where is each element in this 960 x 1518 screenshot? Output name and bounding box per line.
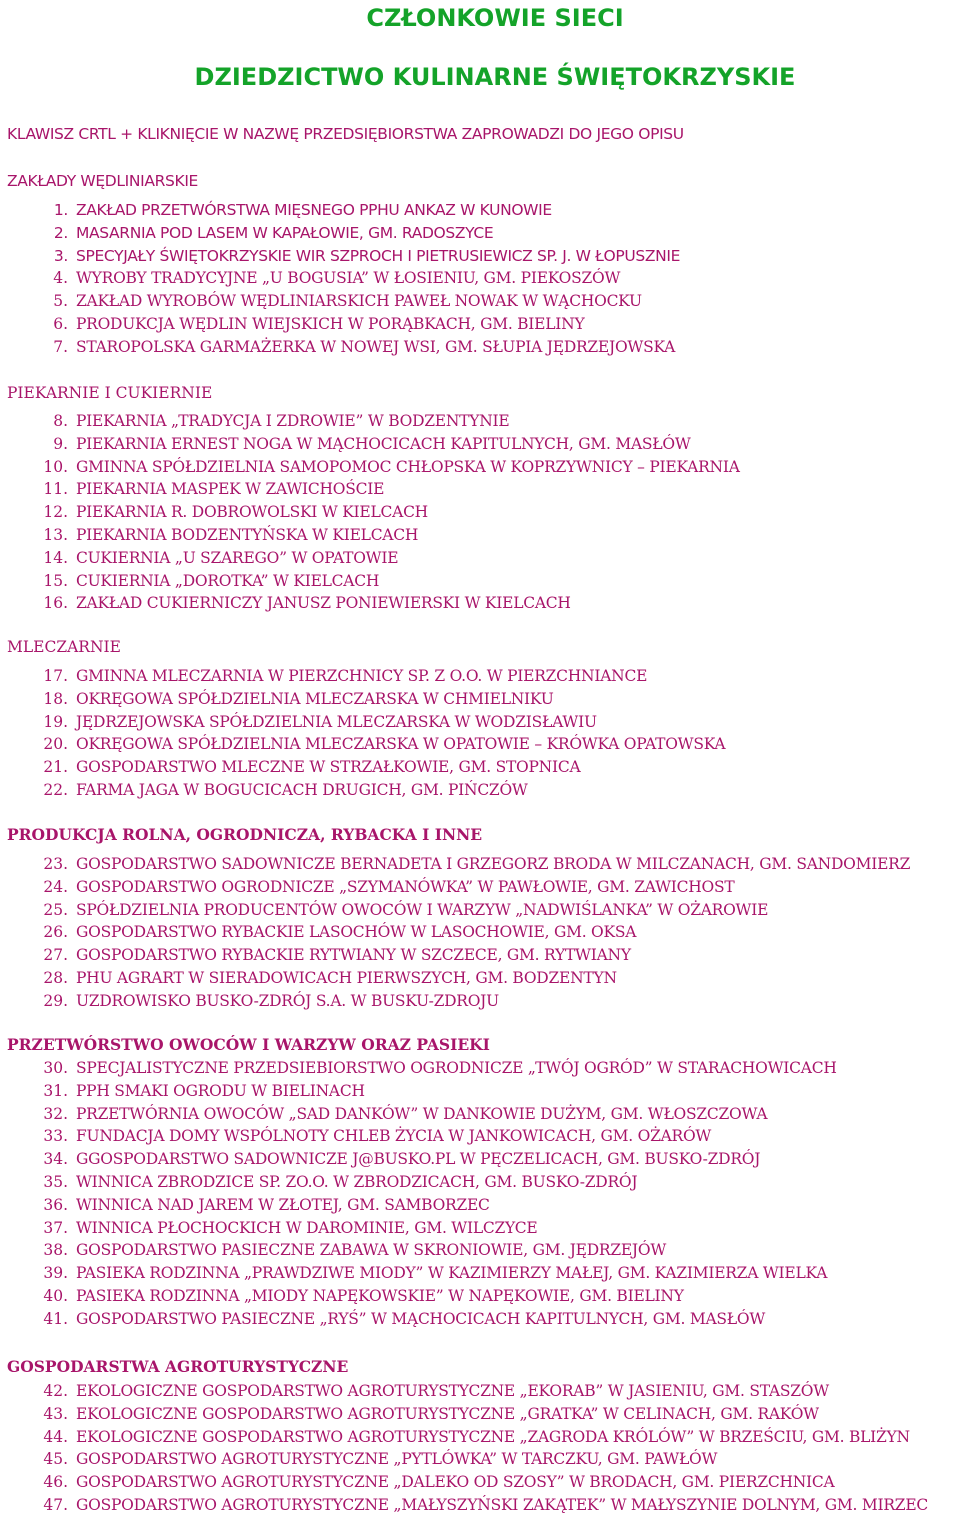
company-link[interactable]: PIEKARNIA R. DOBROWOLSKI W KIELCACH [76,503,428,522]
section-heading: PIEKARNIE I CUKIERNIE [7,384,213,402]
item-number: 19. [43,712,68,731]
item-number: 41. [43,1309,68,1328]
item-number: 37. [43,1218,68,1237]
item-number: 10. [43,457,68,476]
item-number: 2. [53,223,68,242]
section-heading: GOSPODARSTWA AGROTURYSTYCZNE [7,1357,349,1376]
item-number: 36. [43,1195,68,1214]
item-number: 20. [43,735,68,754]
section-heading: MLECZARNIE [7,638,121,656]
item-number: 31. [43,1081,68,1100]
company-link[interactable]: WYROBY TRADYCYJNE „U BOGUSIA” W ŁOSIENIU, GM. PIEKOSZÓW [76,269,621,288]
company-link[interactable]: GOSPODARSTWO OGRODNICZE „SZYMANÓWKA” W PAWŁOWIE, GM. ZAWICHOST [76,877,735,896]
item-number: 12. [43,503,68,522]
company-link[interactable]: STAROPOLSKA GARMAŻERKA W NOWEJ WSI, GM. SŁUPIA JĘDRZEJOWSKA [76,337,676,356]
company-link[interactable]: GMINNA MLECZARNIA W PIERZCHNICY SP. Z O.O. W PIERZCHNIANCE [76,667,648,685]
item-number: 42. [43,1382,68,1400]
item-number: 45. [43,1450,68,1469]
company-link[interactable]: JĘDRZEJOWSKA SPÓŁDZIELNIA MLECZARSKA W WODZISŁAWIU [76,712,597,731]
item-number: 15. [43,571,68,590]
company-link[interactable]: GOSPODARSTWO PASIECZNE „RYŚ” W MĄCHOCICACH KAPITULNYCH, GM. MASŁÓW [76,1309,766,1328]
company-link[interactable]: ZAKŁAD WYROBÓW WĘDLINIARSKICH PAWEŁ NOWAK W WĄCHOCKU [76,292,642,311]
company-link[interactable]: GOSPODARSTWO AGROTURYSTYCZNE „MAŁYSZYŃSKI ZAKĄTEK” W MAŁYSZYNIE DOLNYM, GM. MIRZEC [76,1496,929,1514]
company-link[interactable]: GOSPODARSTWO PASIECZNE ZABAWA W SKRONIOWIE, GM. JĘDRZEJÓW [76,1241,667,1260]
company-link[interactable]: GOSPODARSTWO MLECZNE W STRZAŁKOWIE, GM. STOPNICA [76,758,581,777]
company-link[interactable]: OKRĘGOWA SPÓŁDZIELNIA MLECZARSKA W OPATOWIE – KRÓWKA OPATOWSKA [76,735,726,754]
item-number: 3. [53,246,68,265]
company-link[interactable]: PIEKARNIA MASPEK W ZAWICHOŚCIE [76,480,385,499]
item-number: 6. [53,315,68,333]
company-link[interactable]: GOSPODARSTWO AGROTURYSTYCZNE „DALEKO OD SZOSY” W BRODACH, GM. PIERZCHNICA [76,1473,835,1492]
company-link[interactable]: MASARNIA POD LASEM W KAPAŁOWIE, GM. RADOSZYCE [76,223,494,242]
company-link[interactable]: CUKIERNIA „U SZAREGO” W OPATOWIE [76,548,399,567]
item-number: 38. [43,1241,68,1260]
company-link[interactable]: GOSPODARSTWO AGROTURYSTYCZNE „PYTLÓWKA” W TARCZKU, GM. PAWŁÓW [76,1450,718,1469]
company-link[interactable]: SPÓŁDZIELNIA PRODUCENTÓW OWOCÓW I WARZYW „NADWIŚLANKA” W OŻAROWIE [76,900,769,919]
company-link[interactable]: PPH SMAKI OGRODU W BIELINACH [76,1081,365,1100]
instruction-text: KLAWISZ CRTL + KLIKNIĘCIE W NAZWĘ PRZEDSIĘBIORSTWA ZAPROWADZI DO JEGO OPISU [7,125,684,143]
item-number: 25. [43,900,68,919]
section-heading: PRZETWÓRSTWO OWOCÓW I WARZYW ORAZ PASIEKI [7,1035,490,1054]
page-subtitle: DZIEDZICTWO KULINARNE ŚWIĘTOKRZYSKIE [194,63,796,91]
company-link[interactable]: EKOLOGICZNE GOSPODARSTWO AGROTURYSTYCZNE „ZAGRODA KRÓLÓW” W BRZEŚCIU, GM. BLIŻYN [76,1427,910,1446]
item-number: 27. [43,946,68,965]
item-number: 47. [43,1496,68,1514]
company-link[interactable]: WINNICA ZBRODZICE SP. ZO.O. W ZBRODZICACH, GM. BUSKO-ZDRÓJ [76,1173,638,1191]
item-number: 29. [43,991,68,1010]
company-link[interactable]: ZAKŁAD PRZETWÓRSTWA MIĘSNEGO PPHU ANKAZ W KUNOWIE [76,201,552,219]
company-link[interactable]: GOSPODARSTWO RYBACKIE LASOCHÓW W LASOCHOWIE, GM. OKSA [76,923,637,942]
item-number: 35. [43,1173,68,1191]
company-link[interactable]: EKOLOGICZNE GOSPODARSTWO AGROTURYSTYCZNE „GRATKA” W CELINACH, GM. RAKÓW [76,1404,819,1423]
item-number: 1. [53,201,68,219]
item-number: 21. [43,758,68,777]
page-title: CZŁONKOWIE SIECI [366,4,624,32]
company-link[interactable]: CUKIERNIA „DOROTKA” W KIELCACH [76,571,380,590]
company-link[interactable]: SPECJALISTYCZNE PRZEDSIEBIORSTWO OGRODNICZE „TWÓJ OGRÓD” W STARACHOWICACH [76,1059,837,1077]
company-link[interactable]: OKRĘGOWA SPÓŁDZIELNIA MLECZARSKA W CHMIELNIKU [76,689,554,708]
company-link[interactable]: FUNDACJA DOMY WSPÓLNOTY CHLEB ŻYCIA W JANKOWICACH, GM. OŻARÓW [76,1127,712,1146]
company-link[interactable]: PRZETWÓRNIA OWOCÓW „SAD DANKÓW” W DANKOWIE DUŻYM, GM. WŁOSZCZOWA [76,1104,768,1123]
item-number: 22. [43,781,68,799]
item-number: 32. [43,1104,68,1123]
company-link[interactable]: GMINNA SPÓŁDZIELNIA SAMOPOMOC CHŁOPSKA W KOPRZYWNICY – PIEKARNIA [76,457,740,476]
item-number: 14. [43,548,68,567]
company-link[interactable]: PASIEKA RODZINNA „MIODY NAPĘKOWSKIE” W NAPĘKOWIE, GM. BIELINY [76,1287,684,1305]
item-number: 30. [43,1059,68,1077]
company-link[interactable]: GOSPODARSTWO SADOWNICZE BERNADETA I GRZEGORZ BRODA W MILCZANACH, GM. SANDOMIERZ [76,855,911,873]
item-number: 9. [53,434,68,453]
item-number: 16. [43,594,68,613]
item-number: 23. [43,855,68,873]
company-link[interactable]: GGOSPODARSTWO SADOWNICZE J@BUSKO.PL W PĘCZELICACH, GM. BUSKO-ZDRÓJ [76,1150,761,1169]
company-link[interactable]: WINNICA PŁOCHOCKICH W DAROMINIE, GM. WILCZYCE [76,1218,538,1237]
company-link[interactable]: FARMA JAGA W BOGUCICACH DRUGICH, GM. PIŃCZÓW [76,781,528,799]
company-link[interactable]: PIEKARNIA „TRADYCJA I ZDROWIE” W BODZENTYNIE [76,412,510,430]
company-link[interactable]: ZAKŁAD CUKIERNICZY JANUSZ PONIEWIERSKI W KIELCACH [76,594,571,613]
company-link[interactable]: PIEKARNIA BODZENTYŃSKA W KIELCACH [76,526,419,544]
company-link[interactable]: UZDROWISKO BUSKO-ZDRÓJ S.A. W BUSKU-ZDROJU [76,991,499,1010]
company-link[interactable]: GOSPODARSTWO RYBACKIE RYTWIANY W SZCZECE, GM. RYTWIANY [76,946,631,965]
section-heading: PRODUKCJA ROLNA, OGRODNICZA, RYBACKA I INNE [7,825,483,844]
item-number: 43. [43,1404,68,1423]
item-number: 44. [43,1427,68,1446]
item-number: 7. [53,337,68,356]
item-number: 40. [43,1287,68,1305]
item-number: 4. [53,269,68,288]
company-link[interactable]: PHU AGRART W SIERADOWICACH PIERWSZYCH, GM. BODZENTYN [76,969,617,987]
item-number: 13. [43,526,68,544]
item-number: 24. [43,877,68,896]
item-number: 26. [43,923,68,942]
item-number: 8. [53,412,68,430]
item-number: 34. [43,1150,68,1169]
company-link[interactable]: PRODUKCJA WĘDLIN WIEJSKICH W PORĄBKACH, GM. BIELINY [76,315,585,333]
company-link[interactable]: EKOLOGICZNE GOSPODARSTWO AGROTURYSTYCZNE „EKORAB” W JASIENIU, GM. STASZÓW [76,1382,829,1400]
item-number: 18. [43,689,68,708]
item-number: 33. [43,1127,68,1146]
company-link[interactable]: PIEKARNIA ERNEST NOGA W MĄCHOCICACH KAPITULNYCH, GM. MASŁÓW [76,434,691,453]
item-number: 28. [43,969,68,987]
item-number: 17. [43,667,68,685]
item-number: 5. [53,292,68,311]
item-number: 11. [43,480,68,499]
company-link[interactable]: WINNICA NAD JAREM W ZŁOTEJ, GM. SAMBORZEC [76,1195,490,1214]
company-link[interactable]: PASIEKA RODZINNA „PRAWDZIWE MIODY” W KAZIMIERZY MAŁEJ, GM. KAZIMIERZA WIELKA [76,1264,828,1283]
item-number: 39. [43,1264,68,1283]
item-number: 46. [43,1473,68,1492]
section-heading: ZAKŁADY WĘDLINIARSKIE [7,172,199,190]
company-link[interactable]: SPECYJAŁY ŚWIĘTOKRZYSKIE WIR SZPROCH I PIETRUSIEWICZ SP. J. W ŁOPUSZNIE [76,246,681,265]
